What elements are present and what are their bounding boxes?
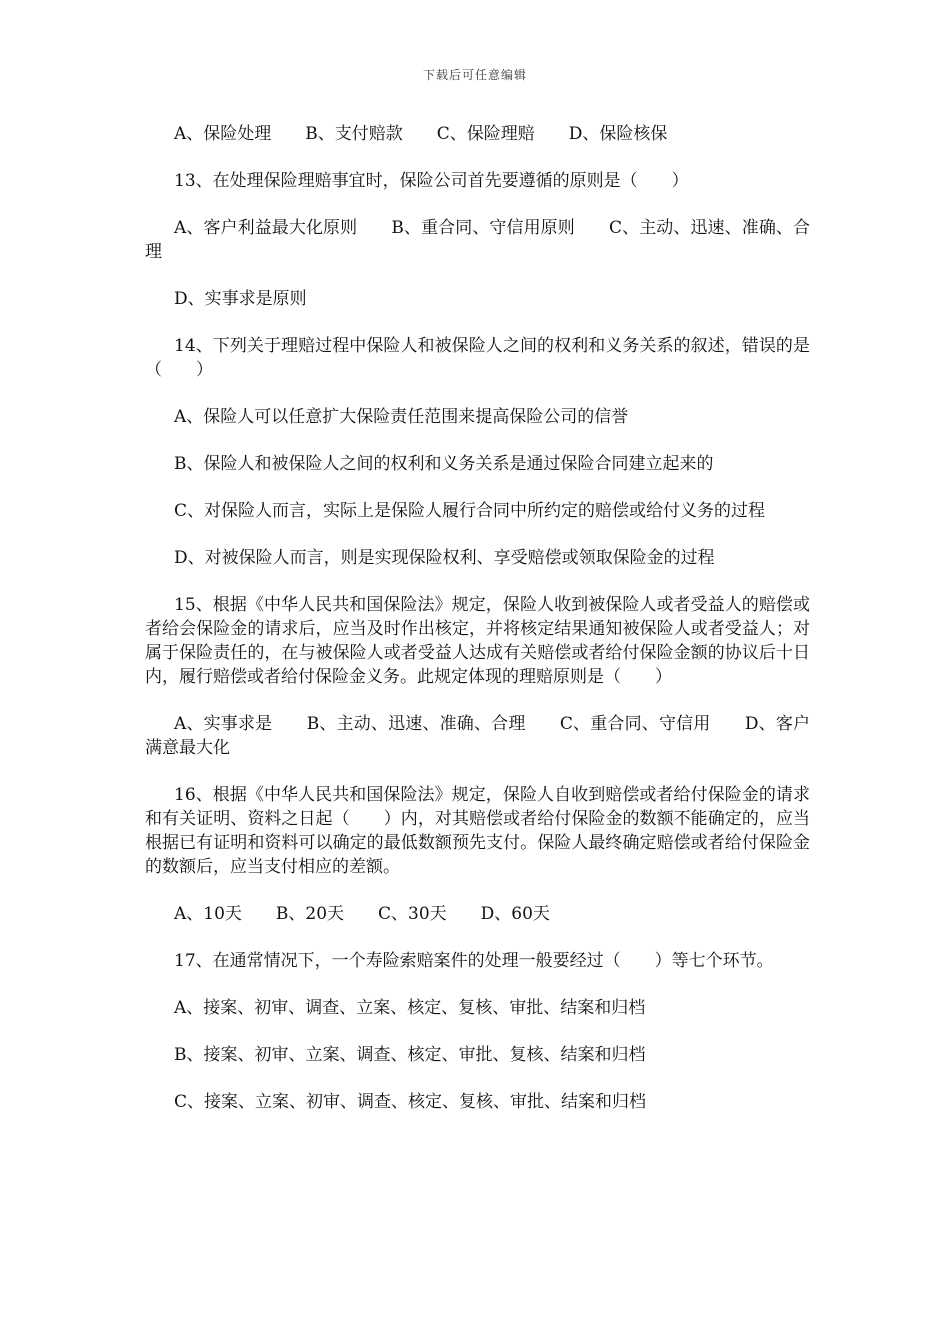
q17-option-c: C、接案、立案、初审、调查、核定、复核、审批、结案和归档 — [174, 1092, 647, 1112]
question-14: 14、下列关于理赔过程中保险人和被保险人之间的权利和义务关系的叙述，错误的是（ ） — [145, 336, 810, 380]
q13-options-abc: A、客户利益最大化原则 B、重合同、守信用原则 C、主动、迅速、准确、合理 — [145, 218, 810, 262]
q14-option-b: B、保险人和被保险人之间的权利和义务关系是通过保险合同建立起来的 — [174, 454, 714, 474]
q17-option-b: B、接案、初审、立案、调查、核定、审批、复核、结案和归档 — [174, 1045, 646, 1065]
q15-options: A、实事求是 B、主动、迅速、准确、合理 C、重合同、守信用 D、客户满意最大化 — [145, 714, 810, 758]
q14-option-a: A、保险人可以任意扩大保险责任范围来提高保险公司的信誉 — [174, 407, 629, 427]
q14-option-c: C、对保险人而言，实际上是保险人履行合同中所约定的赔偿或给付义务的过程 — [174, 501, 766, 521]
question-17: 17、在通常情况下，一个寿险索赔案件的处理一般要经过（ ）等七个环节。 — [174, 951, 774, 971]
page-header: 下载后可任意编辑 — [422, 68, 527, 82]
question-13: 13、在处理保险理赔事宜时，保险公司首先要遵循的原则是（ ） — [174, 171, 689, 191]
question-15: 15、根据《中华人民共和国保险法》规定，保险人收到被保险人或者受益人的赔偿或者给会保险金的请求后，应当及时作出核定，并将核定结果通知被保险人或者受益人；对属于保险责任的，在与被保险人或者受益人达成有关赔偿或者给付保险金额的协议后十日内，履行赔偿或者给付保险金义务。此规定体现的理赔原则是（ ） — [145, 595, 810, 687]
q17-option-a: A、接案、初审、调查、立案、核定、复核、审批、结案和归档 — [174, 998, 646, 1018]
q16-options: A、10天 B、20天 C、30天 D、60天 — [174, 904, 550, 924]
q12-options: A、保险处理 B、支付赔款 C、保险理赔 D、保险核保 — [174, 124, 668, 144]
q13-option-d: D、实事求是原则 — [174, 289, 307, 309]
document-body — [145, 122, 810, 1137]
q14-option-d: D、对被保险人而言，则是实现保险权利、享受赔偿或领取保险金的过程 — [174, 548, 715, 568]
question-16: 16、根据《中华人民共和国保险法》规定，保险人自收到赔偿或者给付保险金的请求和有关证明、资料之日起（ ）内，对其赔偿或者给付保险金的数额不能确定的，应当根据已有证明和资料可以确定的最低数额预先支付。保险人最终确定赔偿或者给付保险金的数额后，应当支付相应的差额。 — [145, 785, 810, 877]
